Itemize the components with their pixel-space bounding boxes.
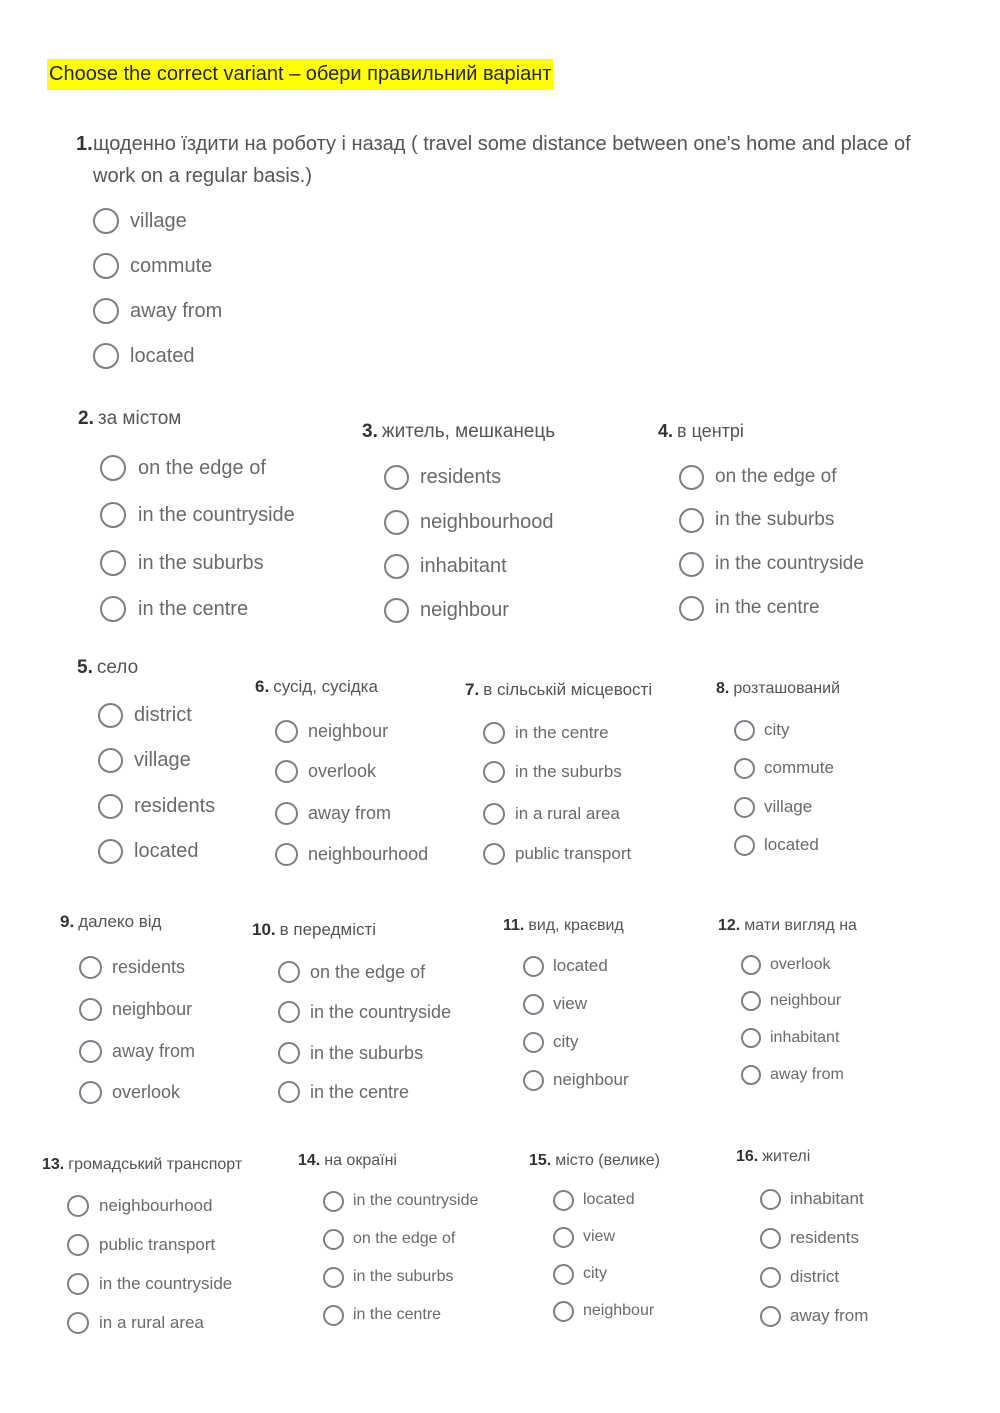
- radio-button[interactable]: [483, 803, 505, 825]
- option-radio[interactable]: [67, 1273, 232, 1295]
- option-radio[interactable]: [275, 802, 391, 825]
- radio-button[interactable]: [100, 596, 126, 622]
- question-text: за містом: [97, 408, 182, 429]
- question-text: розташований: [733, 680, 841, 697]
- radio-button[interactable]: [734, 758, 755, 779]
- page-title: Choose the correct variant – обери правильний варіант: [47, 59, 553, 90]
- radio-button[interactable]: [98, 703, 123, 728]
- option-radio[interactable]: [93, 298, 222, 324]
- option-radio[interactable]: [741, 955, 830, 975]
- question-7: [465, 680, 705, 876]
- option-label: on the edge of: [353, 1230, 456, 1247]
- option-label: in the centre: [515, 723, 609, 742]
- radio-button[interactable]: [760, 1306, 781, 1327]
- radio-button[interactable]: [679, 465, 704, 490]
- option-label: residents: [790, 1228, 859, 1247]
- radio-button[interactable]: [79, 998, 102, 1021]
- question-text: громадський транспорт: [68, 1156, 243, 1173]
- question-heading: [77, 657, 138, 679]
- question-number: 14.: [298, 1152, 321, 1169]
- radio-button[interactable]: [741, 991, 761, 1011]
- option-radio[interactable]: [760, 1306, 868, 1327]
- question-number: 4.: [658, 421, 674, 441]
- radio-button[interactable]: [323, 1267, 344, 1288]
- radio-button[interactable]: [275, 720, 298, 743]
- option-radio[interactable]: [741, 991, 841, 1011]
- option-label: in the suburbs: [138, 551, 264, 574]
- question-number: 6.: [255, 677, 270, 696]
- question-text: вид, краєвид: [528, 917, 624, 934]
- question-text: в сільській місцевості: [483, 680, 653, 699]
- option-label: village: [764, 797, 813, 816]
- radio-button[interactable]: [93, 208, 119, 234]
- option-label: away from: [130, 299, 223, 322]
- radio-button[interactable]: [384, 510, 409, 535]
- radio-button[interactable]: [760, 1267, 781, 1288]
- radio-button[interactable]: [553, 1227, 574, 1248]
- option-label: inhabitant: [790, 1189, 864, 1208]
- radio-button[interactable]: [67, 1312, 89, 1334]
- option-label: residents: [420, 465, 502, 488]
- radio-button[interactable]: [93, 343, 119, 369]
- option-label: in the countryside: [353, 1192, 479, 1209]
- option-radio[interactable]: [278, 961, 425, 983]
- option-radio[interactable]: [323, 1229, 455, 1250]
- option-radio[interactable]: [483, 722, 609, 744]
- radio-button[interactable]: [98, 748, 123, 773]
- radio-button[interactable]: [741, 1065, 761, 1085]
- option-radio[interactable]: [98, 794, 215, 819]
- option-radio[interactable]: [523, 1070, 629, 1091]
- question-text: житель, мешканець: [381, 421, 556, 442]
- question-heading: [529, 1152, 660, 1170]
- radio-button[interactable]: [523, 956, 544, 977]
- option-radio[interactable]: [553, 1264, 607, 1285]
- radio-button[interactable]: [734, 835, 755, 856]
- question-heading: [298, 1152, 397, 1170]
- radio-button[interactable]: [760, 1189, 781, 1210]
- radio-button[interactable]: [679, 552, 704, 577]
- question-1: [76, 128, 956, 378]
- option-label: district: [790, 1267, 840, 1286]
- option-radio[interactable]: [275, 843, 428, 866]
- question-13: [42, 1156, 282, 1345]
- option-label: neighbour: [583, 1302, 655, 1319]
- radio-button[interactable]: [323, 1229, 344, 1250]
- option-label: located: [134, 839, 199, 862]
- option-radio[interactable]: [734, 797, 812, 818]
- question-heading: [255, 677, 378, 697]
- option-radio[interactable]: [79, 956, 185, 979]
- option-label: commute: [130, 254, 213, 277]
- question-heading: [736, 1148, 810, 1166]
- radio-button[interactable]: [741, 1028, 761, 1048]
- question-heading: [252, 920, 376, 940]
- radio-button[interactable]: [384, 465, 409, 490]
- radio-button[interactable]: [734, 797, 755, 818]
- option-radio[interactable]: [553, 1227, 615, 1248]
- question-number: 10.: [252, 920, 276, 939]
- option-label: view: [583, 1228, 616, 1245]
- radio-button[interactable]: [278, 961, 300, 983]
- option-radio[interactable]: [93, 253, 212, 279]
- radio-button[interactable]: [79, 1040, 102, 1063]
- radio-button[interactable]: [523, 1032, 544, 1053]
- option-label: in the centre: [310, 1081, 410, 1102]
- option-radio[interactable]: [679, 508, 834, 533]
- option-label: in the countryside: [310, 1001, 452, 1022]
- question-heading: [42, 1156, 242, 1174]
- question-number: 2.: [78, 408, 94, 429]
- option-radio[interactable]: [100, 596, 248, 622]
- question-heading: [362, 421, 555, 443]
- question-number: 11.: [503, 917, 525, 934]
- option-label: located: [764, 835, 819, 854]
- option-radio[interactable]: [384, 465, 501, 490]
- radio-button[interactable]: [100, 502, 126, 528]
- radio-button[interactable]: [100, 550, 126, 576]
- option-label: village: [130, 209, 187, 232]
- radio-button[interactable]: [79, 1081, 102, 1104]
- question-text: жителі: [762, 1148, 811, 1165]
- option-label: overlook: [770, 956, 831, 973]
- question-text: далеко від: [78, 912, 162, 931]
- option-label: on the edge of: [138, 456, 266, 479]
- radio-button[interactable]: [679, 508, 704, 533]
- option-radio[interactable]: [323, 1305, 441, 1326]
- option-label: located: [553, 956, 608, 975]
- radio-button[interactable]: [98, 839, 123, 864]
- question-15: [529, 1152, 769, 1332]
- question-number: 12.: [718, 917, 741, 934]
- option-label: located: [583, 1191, 635, 1208]
- option-radio[interactable]: [384, 554, 507, 579]
- option-radio[interactable]: [553, 1301, 654, 1322]
- radio-button[interactable]: [275, 802, 298, 825]
- option-label: residents: [134, 794, 216, 817]
- radio-button[interactable]: [384, 554, 409, 579]
- option-label: city: [553, 1032, 579, 1051]
- radio-button[interactable]: [323, 1305, 344, 1326]
- option-label: on the edge of: [310, 961, 426, 982]
- question-2: [78, 408, 318, 635]
- option-radio[interactable]: [79, 1081, 180, 1104]
- question-heading: [658, 421, 744, 442]
- question-number: 5.: [77, 657, 93, 678]
- question-heading: [60, 912, 161, 932]
- option-radio[interactable]: [67, 1195, 212, 1217]
- question-14: [298, 1152, 538, 1336]
- option-label: in the suburbs: [310, 1042, 424, 1063]
- option-label: neighbour: [420, 598, 509, 621]
- option-label: neighbourhood: [308, 843, 429, 864]
- option-radio[interactable]: [275, 720, 388, 743]
- question-10: [252, 920, 492, 1114]
- radio-button[interactable]: [79, 956, 102, 979]
- question-text: в передмісті: [279, 920, 377, 939]
- option-radio[interactable]: [483, 803, 620, 825]
- question-8: [716, 680, 956, 866]
- radio-button[interactable]: [278, 1042, 300, 1064]
- question-heading: [465, 680, 652, 700]
- question-text: щоденно їздити на роботу і назад ( travel some distance between one's home and place of work on a regular basis.): [93, 133, 911, 187]
- option-radio[interactable]: [98, 748, 191, 773]
- option-label: in the suburbs: [515, 762, 622, 781]
- question-text: мати вигляд на: [744, 917, 857, 934]
- option-radio[interactable]: [483, 761, 622, 783]
- radio-button[interactable]: [98, 794, 123, 819]
- radio-button[interactable]: [760, 1228, 781, 1249]
- option-radio[interactable]: [79, 1040, 195, 1063]
- option-label: in a rural area: [515, 804, 620, 823]
- option-label: overlook: [112, 1081, 181, 1102]
- option-radio[interactable]: [79, 998, 192, 1021]
- option-label: in the suburbs: [715, 509, 835, 530]
- option-label: overlook: [308, 760, 377, 781]
- option-label: in the centre: [353, 1306, 442, 1323]
- option-radio[interactable]: [100, 502, 295, 528]
- question-text: сусід, сусідка: [273, 677, 378, 696]
- question-text: село: [96, 657, 139, 678]
- option-label: public transport: [515, 844, 632, 863]
- option-radio[interactable]: [67, 1312, 204, 1334]
- option-radio[interactable]: [93, 208, 187, 234]
- option-label: view: [553, 994, 588, 1013]
- option-radio[interactable]: [734, 835, 819, 856]
- option-label: village: [134, 748, 191, 771]
- option-radio[interactable]: [734, 720, 790, 741]
- option-label: neighbourhood: [420, 510, 554, 533]
- option-radio[interactable]: [760, 1189, 864, 1210]
- radio-button[interactable]: [278, 1081, 300, 1103]
- option-radio[interactable]: [100, 455, 266, 481]
- question-16: [736, 1148, 976, 1337]
- option-label: neighbour: [770, 992, 842, 1009]
- option-radio[interactable]: [523, 1032, 579, 1053]
- question-number: 7.: [465, 680, 480, 699]
- radio-button[interactable]: [553, 1301, 574, 1322]
- option-label: city: [764, 720, 790, 739]
- option-radio[interactable]: [93, 343, 195, 369]
- question-number: 13.: [42, 1156, 65, 1173]
- radio-button[interactable]: [67, 1234, 89, 1256]
- option-radio[interactable]: [483, 843, 631, 865]
- question-heading: [718, 917, 857, 935]
- question-text: місто (велике): [555, 1152, 660, 1169]
- option-label: city: [583, 1265, 607, 1282]
- option-radio[interactable]: [679, 596, 820, 621]
- question-4: [658, 421, 898, 633]
- option-radio[interactable]: [278, 1081, 409, 1103]
- option-radio[interactable]: [384, 598, 509, 623]
- option-label: neighbourhood: [99, 1196, 213, 1215]
- question-number: 15.: [529, 1152, 552, 1169]
- question-number: 9.: [60, 912, 75, 931]
- option-radio[interactable]: [323, 1267, 454, 1288]
- question-text: на окраїні: [324, 1152, 397, 1169]
- radio-button[interactable]: [93, 298, 119, 324]
- option-label: neighbour: [553, 1070, 629, 1089]
- option-label: away from: [308, 802, 392, 823]
- question-number: 3.: [362, 421, 378, 442]
- radio-button[interactable]: [67, 1195, 89, 1217]
- option-label: inhabitant: [420, 554, 507, 577]
- question-text: в центрі: [677, 421, 744, 441]
- option-label: neighbour: [112, 998, 193, 1019]
- option-label: residents: [112, 956, 186, 977]
- option-radio[interactable]: [741, 1028, 839, 1048]
- option-label: public transport: [99, 1235, 216, 1254]
- option-radio[interactable]: [278, 1001, 451, 1023]
- radio-button[interactable]: [741, 955, 761, 975]
- radio-button[interactable]: [483, 843, 505, 865]
- option-radio[interactable]: [278, 1042, 423, 1064]
- question-number: 8.: [716, 680, 730, 697]
- question-12: [718, 917, 958, 1095]
- question-heading: [78, 408, 181, 430]
- option-radio[interactable]: [523, 956, 608, 977]
- option-label: in the countryside: [138, 503, 295, 526]
- question-3: [362, 421, 602, 635]
- option-radio[interactable]: [734, 758, 834, 779]
- option-label: located: [130, 344, 195, 367]
- question-number: 16.: [736, 1148, 759, 1165]
- option-label: in a rural area: [99, 1313, 204, 1332]
- option-radio[interactable]: [100, 550, 264, 576]
- option-radio[interactable]: [679, 552, 864, 577]
- radio-button[interactable]: [553, 1190, 574, 1211]
- option-radio[interactable]: [67, 1234, 215, 1256]
- option-radio[interactable]: [98, 839, 199, 864]
- option-label: in the countryside: [99, 1274, 233, 1293]
- option-radio[interactable]: [523, 994, 587, 1015]
- radio-button[interactable]: [275, 843, 298, 866]
- radio-button[interactable]: [278, 1001, 300, 1023]
- radio-button[interactable]: [553, 1264, 574, 1285]
- option-label: inhabitant: [770, 1029, 840, 1046]
- option-label: on the edge of: [715, 466, 837, 487]
- option-label: in the centre: [715, 597, 820, 618]
- option-label: district: [134, 703, 192, 726]
- option-label: away from: [790, 1306, 869, 1325]
- question-heading: [716, 680, 840, 698]
- radio-button[interactable]: [483, 761, 505, 783]
- radio-button[interactable]: [523, 994, 544, 1015]
- option-label: away from: [770, 1066, 844, 1083]
- radio-button[interactable]: [275, 760, 298, 783]
- radio-button[interactable]: [323, 1191, 344, 1212]
- radio-button[interactable]: [67, 1273, 89, 1295]
- option-label: commute: [764, 758, 834, 777]
- option-radio[interactable]: [741, 1065, 844, 1085]
- option-label: away from: [112, 1040, 196, 1061]
- radio-button[interactable]: [483, 722, 505, 744]
- radio-button[interactable]: [100, 455, 126, 481]
- question-11: [503, 917, 743, 1101]
- option-radio[interactable]: [553, 1190, 635, 1211]
- option-radio[interactable]: [760, 1267, 839, 1288]
- option-label: in the centre: [138, 597, 249, 620]
- option-radio[interactable]: [98, 703, 192, 728]
- option-label: in the countryside: [715, 553, 864, 574]
- option-radio[interactable]: [679, 465, 837, 490]
- question-heading: [503, 917, 624, 935]
- radio-button[interactable]: [523, 1070, 544, 1091]
- option-radio[interactable]: [760, 1228, 859, 1249]
- radio-button[interactable]: [384, 598, 409, 623]
- option-radio[interactable]: [384, 510, 553, 535]
- radio-button[interactable]: [93, 253, 119, 279]
- radio-button[interactable]: [734, 720, 755, 741]
- question-number: 1.: [76, 133, 93, 155]
- option-radio[interactable]: [323, 1191, 478, 1212]
- radio-button[interactable]: [679, 596, 704, 621]
- option-radio[interactable]: [275, 760, 376, 783]
- option-label: neighbour: [308, 720, 389, 741]
- option-label: in the suburbs: [353, 1268, 454, 1285]
- question-6: [255, 677, 495, 877]
